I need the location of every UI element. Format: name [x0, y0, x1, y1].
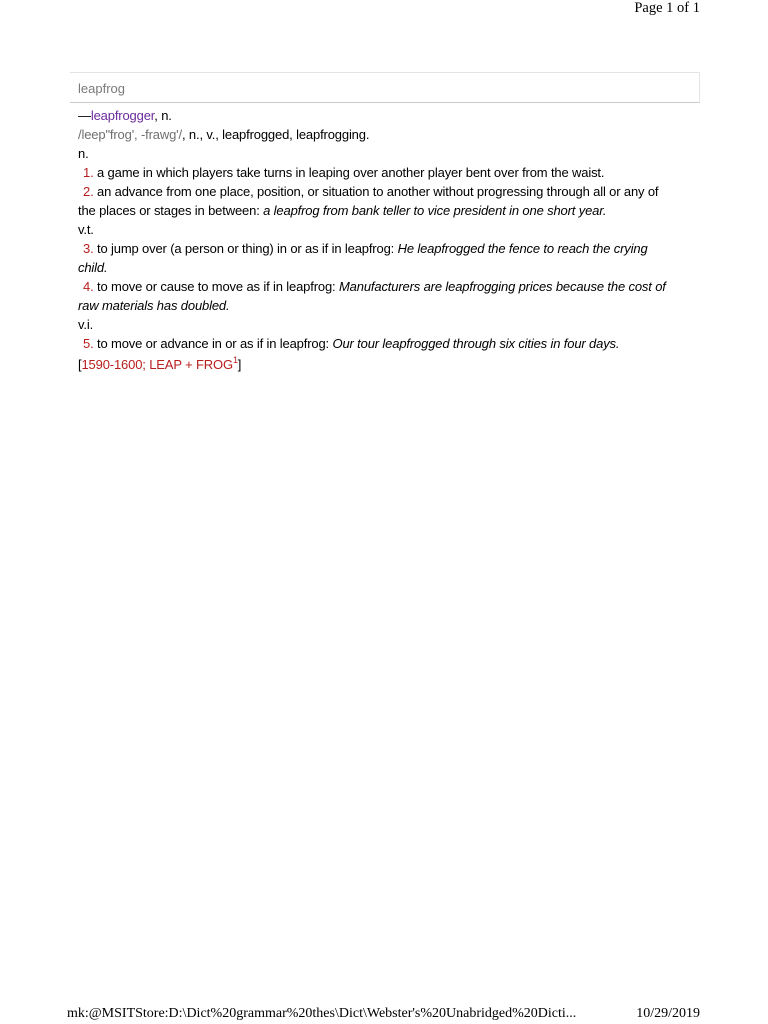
sense-example: Our tour leapfrogged through six cities in four days.: [332, 336, 620, 351]
derived-form-line: [78, 106, 678, 125]
derived-dash: —: [78, 108, 91, 123]
sense-3: [78, 239, 678, 277]
sense-example: Manufacturers are leapfrogging prices because the cost of raw materials has doubled.: [78, 279, 666, 313]
pronunciation: /leep"frog', -frawg'/: [78, 127, 182, 142]
section-label-noun: n.: [78, 146, 89, 161]
sense-example: a leapfrog from bank teller to vice president in one short year.: [263, 203, 607, 218]
source-path: mk:@MSITStore:D:\Dict%20grammar%20thes\Dict\Webster's%20Unabridged%20Dicti...: [67, 1006, 577, 1021]
etymology-close-bracket: ]: [237, 357, 242, 372]
sense-number: 1.: [83, 165, 94, 180]
sense-number: 3.: [83, 241, 94, 256]
sense-text: to move or advance in or as if in leapfrog:: [93, 336, 333, 351]
sense-4: [78, 277, 678, 315]
etymology-open-bracket: [: [78, 357, 82, 372]
sense-example: He leapfrogged the fence to reach the crying child.: [78, 241, 648, 275]
dictionary-entry: [78, 106, 678, 374]
etymology: [78, 355, 678, 374]
inflections: , n., v., leapfrogged, leapfrogging.: [181, 127, 370, 142]
sense-text: to move or cause to move as if in leapfrog:: [93, 279, 339, 294]
derived-pos: , n.: [154, 108, 172, 123]
section-label-transitive: v.t.: [78, 222, 94, 237]
sense-text: a game in which players take turns in leaping over another player bent over from the waist.: [93, 165, 605, 180]
headword: leapfrog: [78, 81, 125, 96]
etymology-superscript: 1: [232, 354, 238, 365]
page-indicator: Page 1 of 1: [634, 0, 700, 16]
sense-number: 4.: [83, 279, 94, 294]
sense-text: an advance from one place, position, or situation to another without progressing through all or any of the places or stages in between:: [78, 184, 659, 218]
section-label-intransitive: v.i.: [78, 317, 94, 332]
etymology-text: 1590-1600; LEAP + FROG: [81, 357, 233, 372]
sense-number: 5.: [83, 336, 94, 351]
derived-word-link[interactable]: leapfrogger: [90, 108, 155, 123]
print-date: 10/29/2019: [636, 1006, 700, 1021]
sense-text: to jump over (a person or thing) in or as if in leapfrog:: [93, 241, 398, 256]
pronunciation-line: [78, 125, 678, 144]
sense-2: [78, 182, 678, 220]
sense-number: 2.: [83, 184, 94, 199]
entry-header: [70, 72, 700, 103]
sense-1: [78, 163, 678, 182]
sense-5: [78, 334, 678, 353]
